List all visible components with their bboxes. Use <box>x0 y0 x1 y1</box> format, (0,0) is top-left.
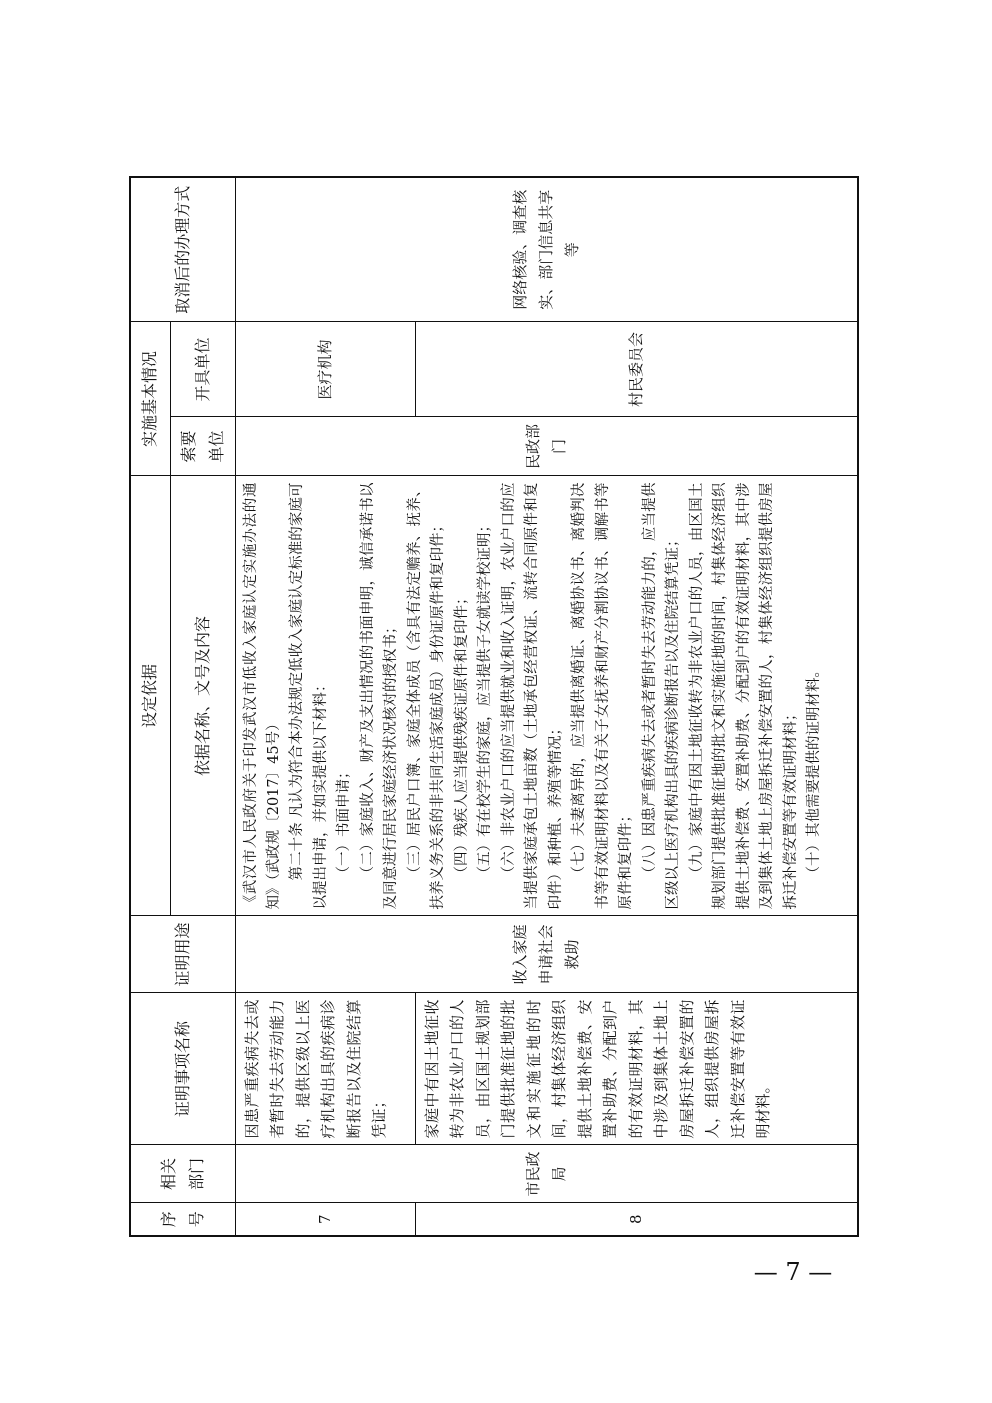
dept-cell: 市民政局 <box>235 1145 858 1203</box>
issue-unit-cell: 医疗机构 <box>235 322 415 417</box>
basis-item: （十）其他需要提供的证明材料。 <box>806 663 823 881</box>
basis-title: 《武汉市人民政府关于印发武汉市低收入家庭认定实施办法的通知》（武政规〔2017〕45号） <box>242 482 282 910</box>
header-dept: 相关部门 <box>130 1145 235 1203</box>
header-purpose: 证明用途 <box>130 916 235 993</box>
purpose-cell: 收入家庭申请社会救助 <box>235 916 858 993</box>
require-unit-cell: 民政部门 <box>235 417 858 476</box>
basis-item: （二）家庭收入、财产及支出情况的书面申明，诚信承诺书以及同意进行居民家庭经济状况核对的授权书； <box>359 482 400 910</box>
basis-item: （五）有在校学生的家庭，应当提供子女就读学校证明； <box>477 518 494 881</box>
header-require-unit: 索要单位 <box>170 417 235 476</box>
header-item-name: 证明事项名称 <box>130 993 235 1145</box>
basis-intro: 第二十条 凡认为符合本办法规定低收入家庭认定标准的家庭可以提出申请，并如实提供以下材料： <box>289 482 329 910</box>
basis-item: （四）残疾人应当提供残疾证原件和复印件； <box>453 590 470 881</box>
row-seq: 8 <box>415 1203 858 1236</box>
basis-cell <box>235 476 858 916</box>
table-row <box>235 177 415 1236</box>
header-basis-sub: 依据名称、文号及内容 <box>170 476 235 916</box>
basis-item: （九）家庭中有因土地征收转为非农业户口的人员，由区国土规划部门提供批准征地的批文和实施征地的时间，村集体经济组织提供土地补偿费、安置补助费、分配到户的有效证明材料，其中涉及到集体土地上房屋拆迁补偿安置的人，村集体经济组织提供房屋拆迁补偿安置等有效证明材料； <box>688 482 799 910</box>
header-after-cancel: 取消后的办理方式 <box>130 177 235 322</box>
row-seq: 7 <box>235 1203 415 1236</box>
page-number: — 7 — <box>753 1258 833 1286</box>
rotated-table-page <box>129 178 859 1237</box>
header-seq: 序号 <box>130 1203 235 1236</box>
item-name-cell: 家庭中有因土地征收转为非农业户口的人员，由区国土规划部门提供批准征地的批文和实施征地的时间，村集体经济组织提供土地补偿费、安置补助费、分配到户的有效证明材料，其中涉及到集体土地上房屋拆迁补偿安置的人，组织提供房屋拆迁补偿安置等有效证明材料。 <box>415 993 858 1145</box>
basis-item: （八）因患严重疾病失去或者暂时失去劳动能力的，应当提供区级以上医疗机构出具的疾病诊断报告以及住院结算凭证； <box>641 482 682 910</box>
basis-item: （一）书面申请； <box>336 764 353 881</box>
issue-unit-cell: 村民委员会 <box>415 322 858 417</box>
header-impl-group: 实施基本情况 <box>130 322 170 476</box>
basis-item: （七）夫妻离异的，应当提供离婚证、离婚协议书、离婚判决书等有效证明材料以及有关子女抚养和财产分割协议书、调解书等原件和复印件； <box>571 482 635 910</box>
after-cancel-cell: 网络核验、调查核实、部门信息共享等 <box>235 177 858 322</box>
header-issue-unit: 开具单位 <box>170 322 235 417</box>
basis-item: （六）非农业户口的应当提供就业和收入证明，农业户口的应当提供家庭承包土地亩数（土地承包经营权证、流转合同原件和复印件）和种植、养殖等情况； <box>500 482 564 910</box>
header-basis-group: 设定依据 <box>130 476 170 916</box>
item-name-cell: 因患严重疾病失去或者暂时失去劳动能力的，提供区级以上医疗机构出具的疾病诊断报告以及住院结算凭证； <box>235 993 415 1145</box>
basis-item: （三）居民户口簿、家庭全体成员（含具有法定赡养、抚养、扶养义务关系的非共同生活家庭成员）身份证原件和复印件； <box>406 482 447 910</box>
certification-table <box>129 176 859 1237</box>
